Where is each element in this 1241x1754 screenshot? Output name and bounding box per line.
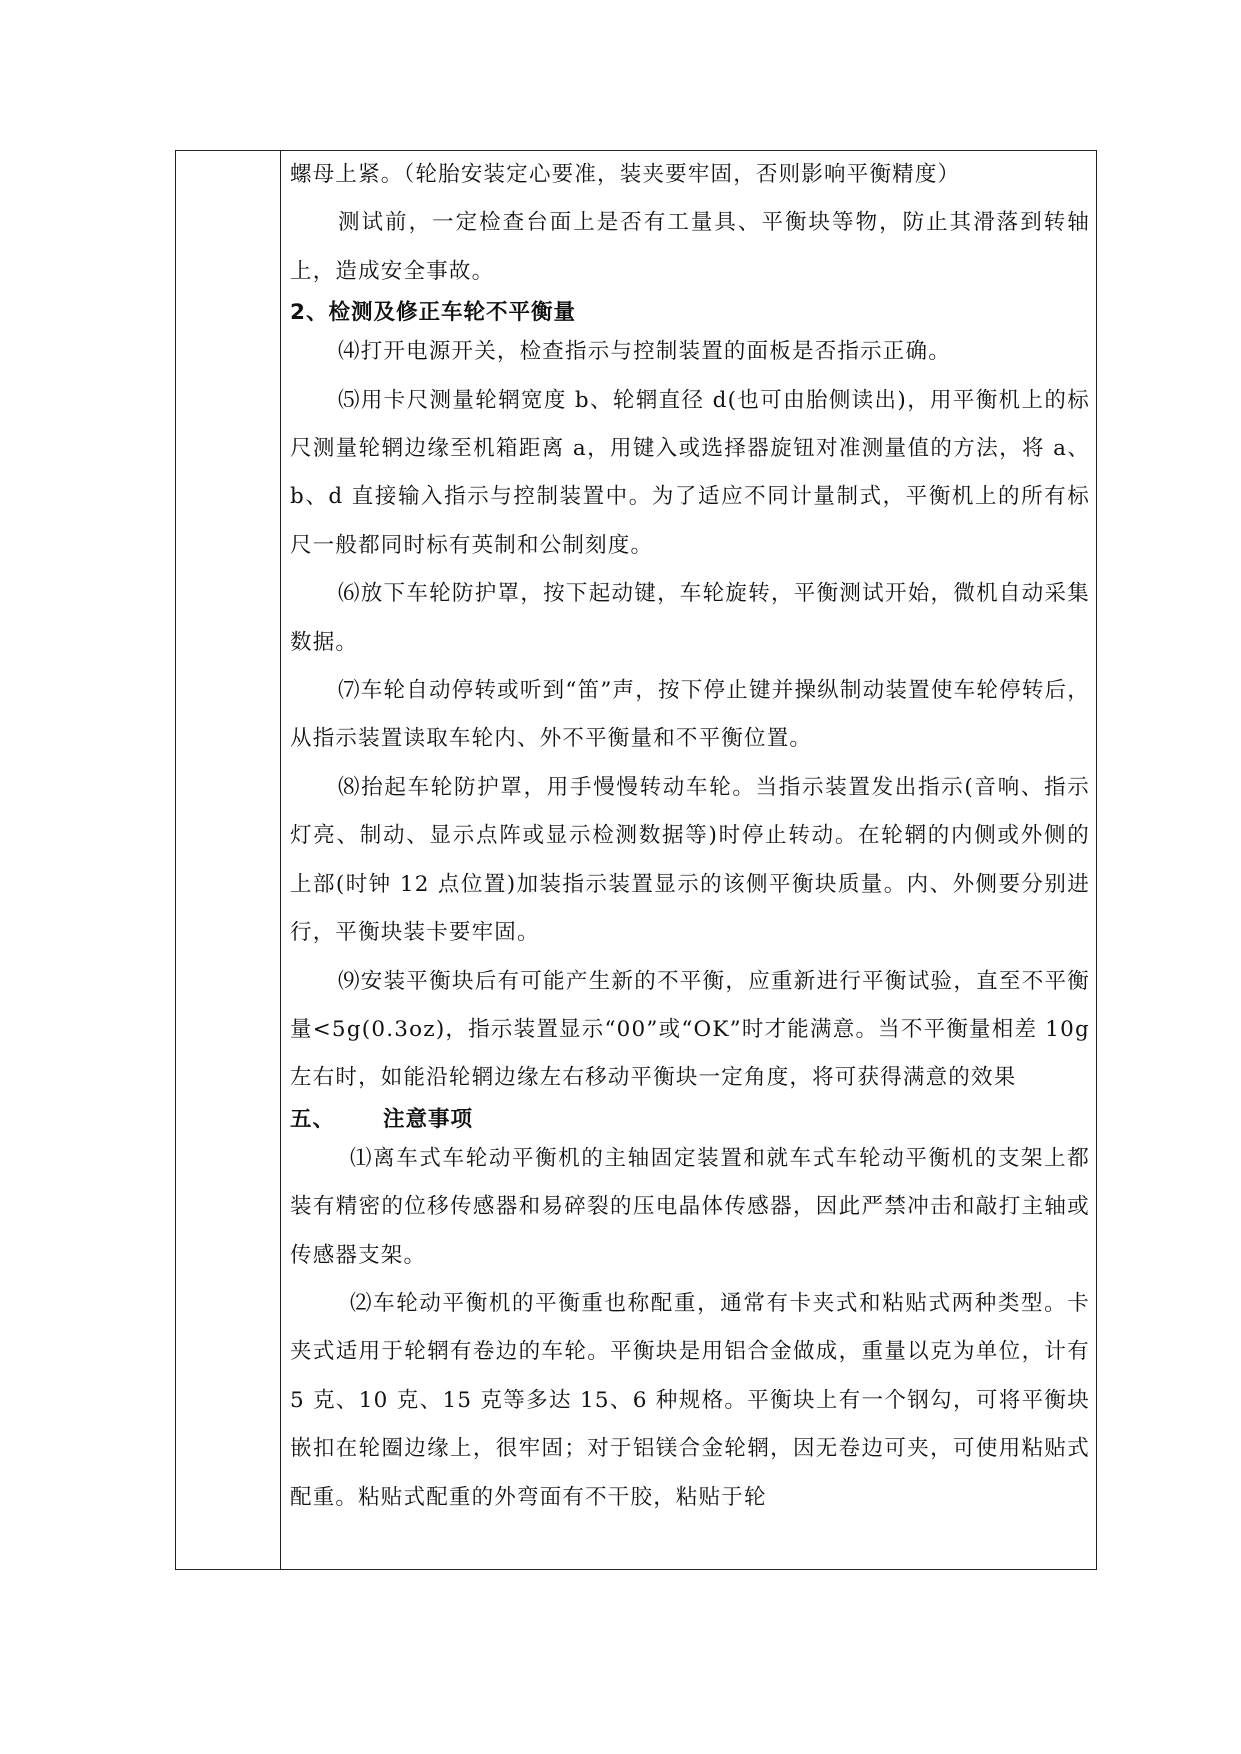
paragraph: 测试前，一定检查台面上是否有工量具、平衡块等物，防止其滑落到转轴上，造成安全事故。: [290, 210, 1090, 284]
section-heading: 2、检测及修正车轮不平衡量: [290, 300, 576, 326]
table-content-cell: [290, 151, 1090, 1569]
paragraph: ⑻抬起车轮防护罩，用手慢慢转动车轮。当指示装置发出指示(音响、指示灯亮、制动、显示点阵或显示检测数据等)时停止转动。在轮辋的内侧或外侧的上部(时钟 12 点位置)加装指示装置显示的该侧平衡块质量。内、外侧要分别进行，平衡块装卡要牢固。: [290, 774, 1090, 946]
paragraph: 螺母上紧。（轮胎安装定心要准，装夹要牢固，否则影响平衡精度）: [290, 162, 961, 187]
section-title: 注意事项: [383, 1106, 474, 1132]
paragraph: ⑺车轮自动停转或听到“笛”声，按下停止键并操纵制动装置使车轮停转后，从指示装置读取车轮内、外不平衡量和不平衡位置。: [290, 678, 1090, 752]
paragraph: ⑵车轮动平衡机的平衡重也称配重，通常有卡夹式和粘贴式两种类型。卡夹式适用于轮辋有卷边的车轮。平衡块是用铝合金做成，重量以克为单位，计有 5 克、10 克、15 克等多达 15、6 种规格。平衡块上有一个钢勾，可将平衡块嵌扣在轮圈边缘上，很牢固；对于铝镁合金轮辋，因无卷边可夹，可使用粘贴式配重。粘贴式配重的外弯面有不干胶，粘贴于轮: [290, 1290, 1090, 1510]
paragraph: ⑼安装平衡块后有可能产生新的不平衡，应重新进行平衡试验，直至不平衡量<5g(0.3oz)，指示装置显示“00”或“OK”时才能满意。当不平衡量相差 10g 左右时，如能沿轮辋边缘左右移动平衡块一定角度，将可获得满意的效果: [290, 968, 1090, 1091]
content-table: [175, 150, 1097, 1570]
section-number: 五、: [290, 1106, 336, 1132]
table-left-cell: [176, 151, 280, 1569]
paragraph: ⑴离车式车轮动平衡机的主轴固定装置和就车式车轮动平衡机的支架上都装有精密的位移传感器和易碎裂的压电晶体传感器，因此严禁冲击和敲打主轴或传感器支架。: [290, 1145, 1090, 1268]
paragraph: ⑸用卡尺测量轮辋宽度 b、轮辋直径 d(也可由胎侧读出)，用平衡机上的标尺测量轮辋边缘至机箱距离 a，用键入或选择器旋钮对准测量值的方法，将 a、b、d 直接输入指示与控制装置中。为了适应不同计量制式，平衡机上的所有标尺一般都同时标有英制和公制刻度。: [290, 387, 1090, 558]
paragraph: ⑹放下车轮防护罩，按下起动键，车轮旋转，平衡测试开始，微机自动采集数据。: [290, 581, 1090, 655]
column-divider: [280, 151, 281, 1569]
section-heading: [290, 1105, 1090, 1135]
paragraph: ⑷打开电源开关，检查指示与控制装置的面板是否指示正确。: [338, 339, 951, 365]
